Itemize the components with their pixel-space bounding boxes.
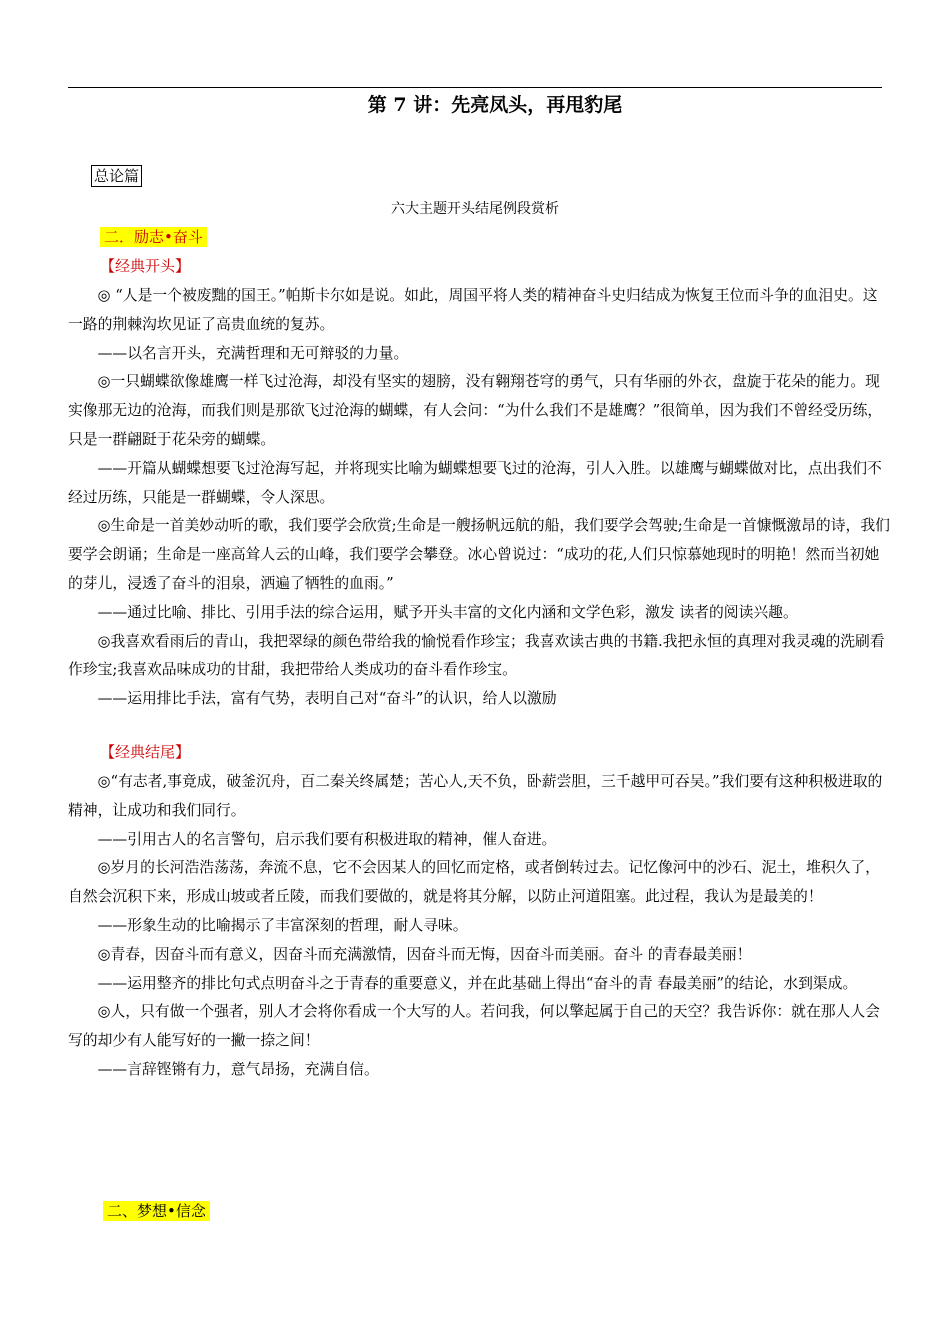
ending-paragraph: ◎“有志者,事竟成，破釜沉舟，百二秦关终属楚；苦心人,天不负，卧薪尝胆，三千越甲可吞吴。”我们要有这种积极进取的精神，让成功和我们同行。 <box>68 773 883 819</box>
ending-paragraph: ◎人，只有做一个强者，别人才会将你看成一个大写的人。若问我，何以擎起属于自己的天空？我告诉你：就在那人人会写的却少有人能写好的一撇一捺之间！ <box>68 1003 880 1050</box>
ending-examples <box>68 768 890 1085</box>
ending-comment: ——形象生动的比喻揭示了丰富深刻的哲理，耐人寻味。 <box>97 916 468 934</box>
section-heading-inspiration: 二．励志•奋斗 <box>100 227 207 247</box>
lecture-title: 第 7 讲：先亮凤头，再甩豹尾 <box>367 94 623 116</box>
ending-paragraph: ◎岁月的长河浩浩荡荡，奔流不息，它不会因某人的回忆而定格，或者倒转过去。记忆像河中的沙石、泥土，堆积久了，自然会沉积下来，形成山坡或者丘陵，而我们要做的，就是将其分解，以防止河道阻塞。此过程，我认为是最美的！ <box>68 859 880 906</box>
header-rule <box>68 87 882 88</box>
ending-comment: ——言辞铿锵有力，意气昂扬，充满自信。 <box>97 1060 379 1078</box>
opening-paragraph: ◎生命是一首美妙动听的歌，我们要学会欣赏;生命是一艘扬帆远航的船，我们要学会驾驶;生命是一首慷慨激昂的诗，我们要学会朗诵；生命是一座高耸人云的山峰，我们要学会攀登。冰心曾说过：“成功的花,人们只惊慕她现时的明艳！然而当初她的芽儿，浸透了奋斗的泪泉，洒遍了牺牲的血雨。” <box>68 517 890 592</box>
opening-comment: ——运用排比手法，富有气势，表明自己对“奋斗”的认识，给人以激励 <box>97 690 557 708</box>
ending-comment: ——引用古人的名言警句，启示我们要有积极进取的精神，催人奋进。 <box>97 830 557 848</box>
opening-comment: ——以名言开头，充满哲理和无可辩驳的力量。 <box>97 344 409 362</box>
section-subtitle: 六大主题开头结尾例段赏析 <box>391 201 559 217</box>
category-label: 总论篇 <box>91 165 142 187</box>
opening-comment: ——通过比喻、排比、引用手法的综合运用，赋予开头丰富的文化内涵和文学色彩，激发 读者的阅读兴趣。 <box>97 603 798 621</box>
opening-paragraph: ◎ “人是一个被废黜的国王。”帕斯卡尔如是说。如此，周国平将人类的精神奋斗史归结成为恢复王位而斗争的血泪史。这一路的荆棘沟坎见证了高贵血统的复苏。 <box>68 287 878 333</box>
section-heading-dream: 二、梦想•信念 <box>103 1201 210 1221</box>
opening-paragraph: ◎一只蝴蝶欲像雄鹰一样飞过沧海，却没有坚实的翅膀，没有翱翔苍穹的勇气，只有华丽的外衣，盘旋于花朵的能力。现实像那无边的沧海，而我们则是那欲飞过沧海的蝴蝶，有人会问：“为什么我们不是雄鹰？”很简单，因为我们不曾经受历练，只是一群翩跹于花朵旁的蝴蝶。 <box>68 373 883 448</box>
opening-label: 【经典开头】 <box>100 257 191 275</box>
ending-comment: ——运用整齐的排比句式点明奋斗之于青春的重要意义，并在此基础上得出“奋斗的青 春最美丽”的结论，水到渠成。 <box>97 974 858 992</box>
opening-paragraph: ◎我喜欢看雨后的青山，我把翠绿的颜色带给我的愉悦看作珍宝；我喜欢读古典的书籍.我把永恒的真理对我灵魂的洗刷看作珍宝;我喜欢品味成功的甘甜，我把带给人类成功的奋斗看作珍宝。 <box>68 632 885 679</box>
ending-label: 【经典结尾】 <box>100 743 191 761</box>
opening-comment: ——开篇从蝴蝶想要飞过沧海写起，并将现实比喻为蝴蝶想要飞过的沧海，引人入胜。以雄鹰与蝴蝶做对比，点出我们不经过历练，只能是一群蝴蝶，令人深思。 <box>68 459 882 506</box>
ending-paragraph: ◎青春，因奋斗而有意义，因奋斗而充满激情，因奋斗而无悔，因奋斗而美丽。奋斗 的青春最美丽！ <box>97 945 752 963</box>
opening-examples <box>68 282 890 714</box>
